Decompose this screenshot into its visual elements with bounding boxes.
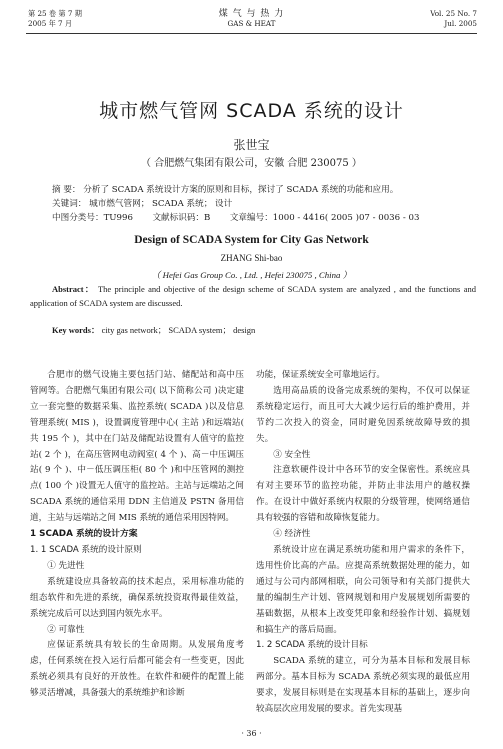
intro-paragraph: 合肥市的燃气设施主要包括门站、储配站和高中压管网等。合肥燃气集团有限公司( 以下简称公司 )决定建立一套完整的数据采集、监控系统( SCADA )以及信息管理系统( MIS )，设置调度管理中心( 主站 )和远端站( 共 195 个 )，其中在门站及储配站设置有人值守的监控站( 2 个 )，在高压管网电动阀室( 4 个 )、高－中压调压站( 9 个 )、中－低压调压柜( 80 个 )和中压管网的测控点( 100 个 )设置无人值守的监控站。主站与远端站之间 SCADA 系统的通信采用 DDN 主信道及 PSTN 备用信道，主站与远端站之间 MIS 系统的通信采用因特网。 bbox=[30, 370, 244, 524]
abstract-en-label: Abstract： bbox=[52, 284, 95, 294]
classification-line bbox=[52, 211, 472, 225]
keywords-en-label: Key words： bbox=[52, 325, 100, 335]
doc-code-label: 文献标识码： bbox=[152, 213, 205, 223]
page-title-cn: 城市燃气管网 SCADA 系统的设计 bbox=[99, 100, 404, 122]
author-cn: 张世宝 bbox=[233, 138, 270, 152]
abstract-en-text: The principle and objective of the design scheme of SCADA system are analyzed , and the functions and application of SCADA system are discussed. bbox=[30, 284, 476, 308]
paragraph-economy: 系统设计应在满足系统功能和用户需求的条件下，选用性价比高的产品。应提高系统数据处理的能力，如通过与公司内部网相联，向公司领导和有关部门提供大量的编制生产计划、管网规划和用户发展规划所需要的基础数据，从根本上改变凭印象和经验作计划、搞规划和搞生产的落后局面。 bbox=[256, 544, 470, 635]
page-number: · 36 · bbox=[241, 729, 262, 738]
list-item-reliability: ② 可靠性 bbox=[47, 624, 85, 635]
header-date-en: Jul. 2005 bbox=[444, 19, 477, 28]
header-volume-issue: 第 25 卷 第 7 期 bbox=[28, 9, 82, 18]
paragraph-security: 注意软硬件设计中各环节的安全保密性。系统应具有对主要环节的监控功能，并防止非法用户的越权操作。在设计中做好系统内权限的分级管理，使网络通信具有较强的容错和故障恢复能力。 bbox=[256, 465, 470, 524]
article-number-value: 1000 - 4416( 2005 )07 - 0036 - 03 bbox=[272, 213, 420, 223]
paragraph-continued: 功能，保证系统安全可靠地运行。 bbox=[256, 370, 385, 380]
clc-label: 中图分类号： bbox=[52, 213, 104, 223]
keywords-cn bbox=[52, 197, 472, 211]
paragraph-advanced: 系统建设应具备较高的技术起点，采用标准功能的组态软件和先进的系统，确保系统投资取得最佳效益，系统完成后可以达到国内领先水平。 bbox=[30, 576, 244, 619]
header-journal-en: GAS & HEAT bbox=[227, 19, 276, 28]
subsection-heading-1-1: 1. 1 SCADA 系统的设计原则 bbox=[30, 544, 142, 555]
keywords-cn-label: 关键词： bbox=[52, 199, 87, 209]
header-date-cn: 2005 年 7 月 bbox=[28, 19, 73, 28]
affiliation-en: （ Hefei Gas Group Co. , Ltd. , Hefei 230075 , China ） bbox=[151, 270, 352, 280]
header-journal-cn: 煤 气 与 热 力 bbox=[218, 9, 285, 19]
header-volume-en bbox=[430, 9, 477, 29]
header-volume-issue-en: Vol. 25 No. 7 bbox=[430, 9, 477, 18]
abstract-cn-label: 摘 要： bbox=[52, 185, 81, 195]
clc-value: TU996 bbox=[103, 213, 133, 223]
article-number-label: 文章编号： bbox=[229, 213, 273, 223]
header-journal bbox=[0, 9, 503, 29]
keywords-cn-text: 城市燃气管网； SCADA 系统； 设计 bbox=[89, 199, 233, 209]
abstract-cn bbox=[52, 183, 472, 197]
affiliation-cn: （ 合肥燃气集团有限公司，安徽 合肥 230075 ） bbox=[141, 158, 362, 169]
doc-code-value: B bbox=[204, 213, 211, 223]
keywords-en bbox=[52, 324, 472, 336]
keywords-en-text: city gas network； SCADA system； design bbox=[101, 325, 256, 335]
body-column-left bbox=[30, 368, 244, 702]
author-en: ZHANG Shi-bao bbox=[220, 253, 283, 263]
list-item-economy: ④ 经济性 bbox=[273, 529, 311, 540]
paragraph-reliability: 应保证系统具有较长的生命周期。从发展角度考虑，任何系统在投入运行后都可能会有一些变更，因此系统必须具有良好的开放性。在软件和硬件的配置上能够灵活增减，具备强大的系统维护和诊断 bbox=[30, 640, 244, 699]
paragraph-equipment: 选用高品质的设备完成系统的架构，不仅可以保证系统稳定运行，而且可大大减少运行后的维护费用，并节约二次投入的资金，同时避免因系统故障导致的损失。 bbox=[256, 385, 470, 444]
subsection-heading-1-2: 1. 2 SCADA 系统的设计目标 bbox=[256, 640, 368, 651]
header-divider bbox=[26, 33, 477, 34]
abstract-en bbox=[30, 282, 476, 310]
section-heading-1: 1 SCADA 系统的设计方案 bbox=[30, 529, 138, 540]
list-item-security: ③ 安全性 bbox=[273, 449, 311, 460]
list-item-advanced: ① 先进性 bbox=[47, 560, 85, 571]
body-column-right bbox=[256, 368, 470, 718]
paragraph-objectives: SCADA 系统的建立，可分为基本目标和发展目标两部分。基本目标为 SCADA 系统必须实现的最低应用要求，发展目标则是在实现基本目标的基础上，逐步向较高层次应用发展的要求。首先实现基 bbox=[256, 656, 470, 715]
page-title-en: Design of SCADA System for City Gas Network bbox=[134, 234, 369, 246]
abstract-cn-text: 分析了 SCADA 系统设计方案的原则和目标，探讨了 SCADA 系统的功能和应用。 bbox=[83, 185, 399, 195]
